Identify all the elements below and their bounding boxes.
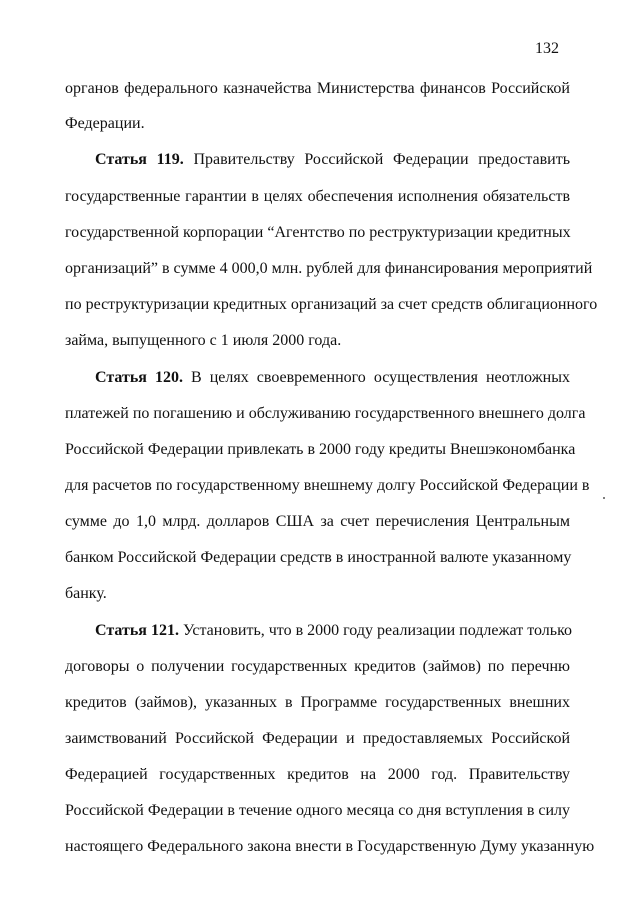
article-label: Статья 120. [95, 369, 183, 386]
line-text: заимствований Российской Федерации и предоставляемых Российской [65, 730, 570, 747]
line-text: по реструктуризации кредитных организаций за счет средств облигационного [65, 296, 598, 313]
text-line [65, 801, 570, 821]
text-line [65, 187, 570, 207]
line-text: банку. [65, 585, 107, 602]
article-label: Статья 119. [95, 151, 184, 168]
line-text: Российской Федерации в течение одного месяца со дня вступления в силу [65, 802, 571, 819]
line-text: займа, выпущенного с 1 июля 2000 года. [65, 332, 342, 349]
text-line [65, 584, 570, 604]
line-text: для расчетов по государственному внешнему долгу Российской Федерации в [65, 477, 590, 494]
article-label: Статья 121. [95, 622, 179, 639]
line-text: настоящего Федерального закона внести в Государственную Думу указанную [65, 838, 595, 855]
text-line [65, 837, 595, 857]
text-line [65, 404, 586, 424]
line-text: Федерацией государственных кредитов на 2000 год. Правительству [65, 766, 570, 783]
line-text: В целях своевременного осуществления неотложных [183, 369, 570, 386]
text-line [65, 512, 570, 532]
page-number: 132 [535, 40, 559, 57]
text-line [65, 295, 598, 315]
line-text: платежей по погашению и обслуживанию государственного внешнего долга [65, 405, 586, 422]
text-line [65, 693, 570, 713]
text-line [65, 729, 570, 749]
scan-speck [603, 497, 605, 499]
article-heading-line [95, 150, 570, 170]
line-text: Федерации. [65, 115, 145, 132]
line-text: государственные гарантии в целях обеспечения исполнения обязательств [65, 188, 570, 205]
line-text: Российской Федерации привлекать в 2000 году кредиты Внешэкономбанка [65, 441, 576, 458]
text-line [65, 223, 570, 243]
line-text: договоры о получении государственных кредитов (займов) по перечню [65, 658, 570, 675]
line-text: организаций” в сумме 4 000,0 млн. рублей для финансирования мероприятий [65, 260, 593, 277]
line-text: Правительству Российской Федерации предоставить [183, 151, 571, 168]
text-line [65, 440, 576, 460]
article-heading-line [95, 621, 573, 641]
article-heading-line [95, 368, 570, 388]
text-line [65, 765, 570, 785]
line-text: банком Российской Федерации средств в иностранной валюте указанному [65, 549, 572, 566]
line-text: кредитов (займов), указанных в Программе государственных внешних [65, 694, 570, 711]
text-line [65, 79, 570, 99]
text-line [65, 114, 570, 134]
line-text: государственной корпорации “Агентство по реструктуризации кредитных [65, 224, 571, 241]
text-line [65, 259, 593, 279]
line-text: Установить, что в 2000 году реализации подлежат только [178, 622, 573, 639]
line-text: сумме до 1,0 млрд. долларов США за счет перечисления Центральным [65, 513, 570, 530]
text-line [65, 476, 590, 496]
text-line [65, 657, 570, 677]
text-line [65, 548, 570, 568]
text-line [65, 331, 570, 351]
line-text: органов федерального казначейства Министерства финансов Российской [65, 80, 570, 97]
